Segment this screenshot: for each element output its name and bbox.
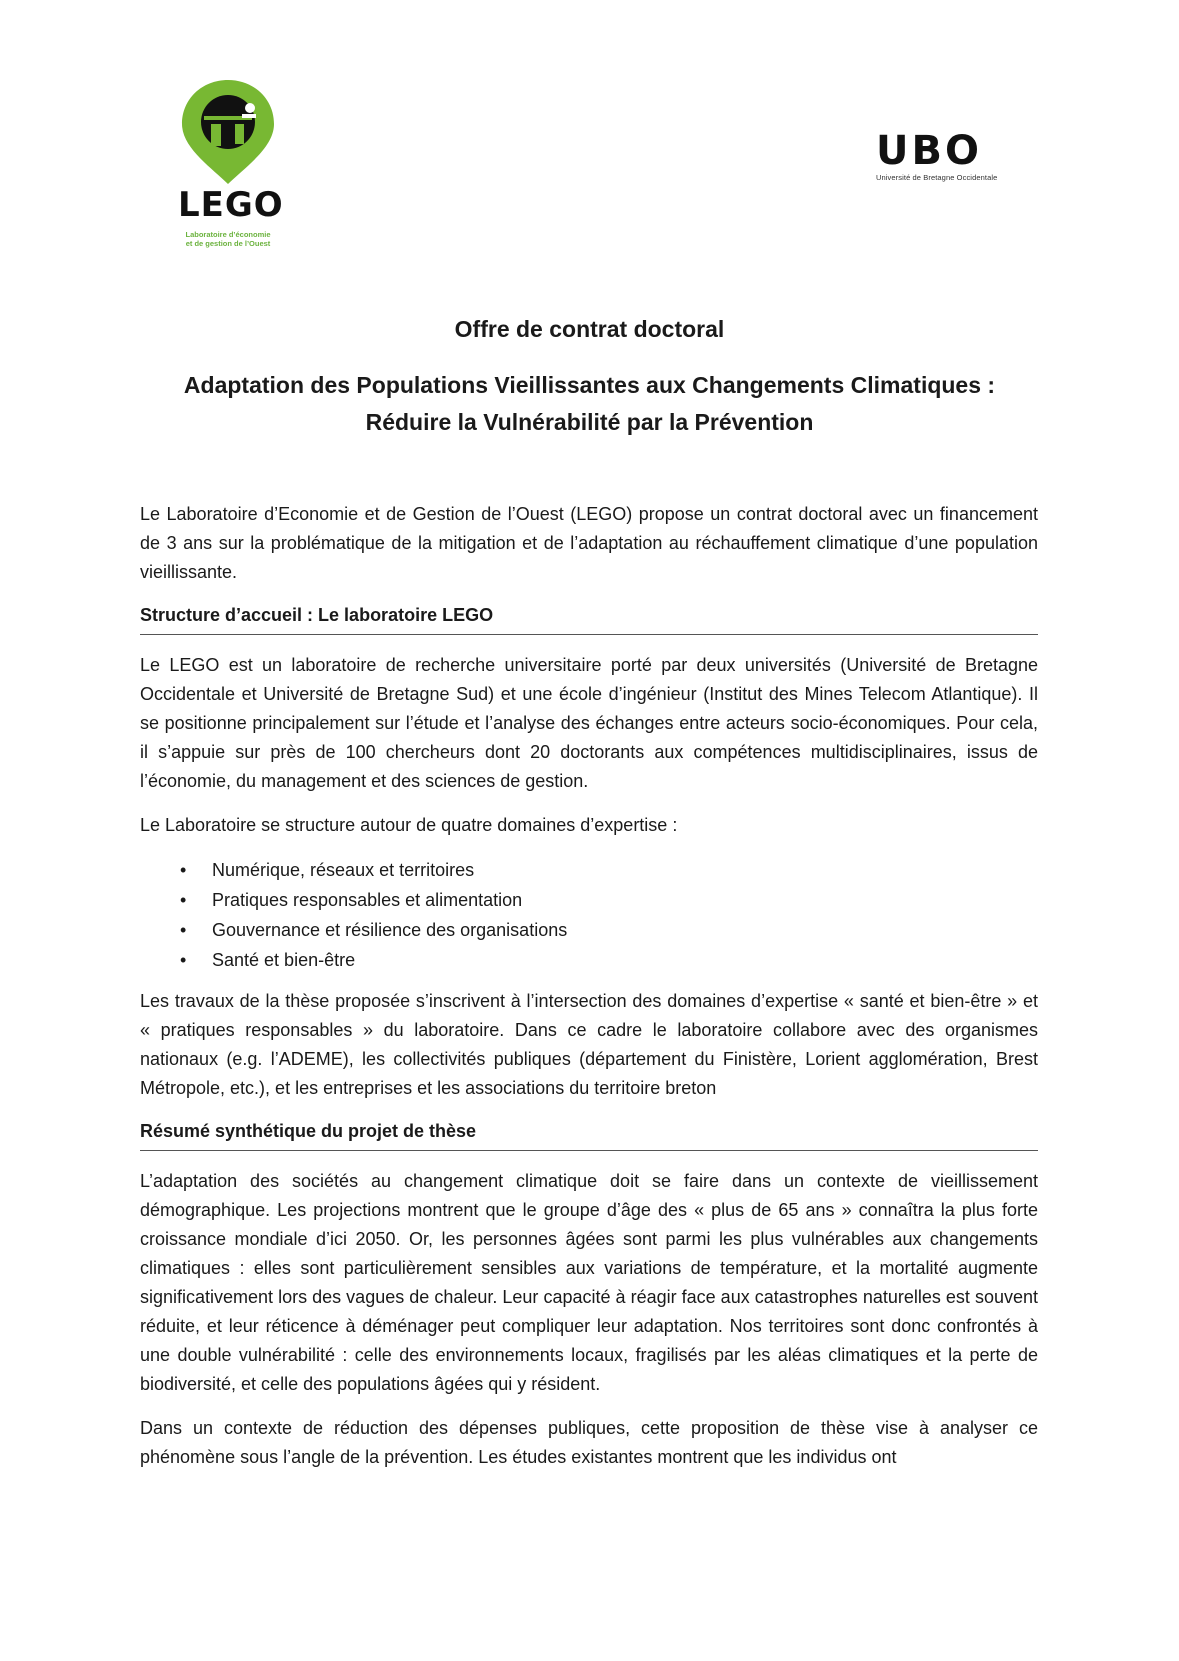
section-heading-summary: Résumé synthétique du projet de thèse (140, 1118, 1038, 1151)
list-item: • Pratiques responsables et alimentation (140, 885, 1038, 915)
structure-paragraph-3: Les travaux de la thèse proposée s’inscrivent à l’intersection des domaines d’expertise « santé et bien-être » et « pratiques responsables » du laboratoire. Dans ce cadre le laboratoire collabore avec des organismes nationaux (e.g. l’ADEME), les collectivités publiques (département du Finistère, Lorient agglomération, Brest Métropole, etc.), et les entreprises et les associations du territoire breton (140, 991, 1038, 1098)
section-heading-structure: Structure d’accueil : Le laboratoire LEGO (140, 602, 1038, 635)
document-body (140, 500, 1038, 1487)
subtitle-line-2: Réduire la Vulnérabilité par la Prévention (365, 409, 814, 435)
lego-subtitle-line1: Laboratoire d’économie (185, 230, 271, 239)
structure-paragraph-2: Le Laboratoire se structure autour de quatre domaines d’expertise : (140, 815, 678, 835)
lego-subtitle-line2: et de gestion de l’Ouest (185, 239, 271, 248)
subtitle-line-1: Adaptation des Populations Vieillissantes aux Changements Climatiques : (183, 372, 996, 398)
ubo-wordmark: UBO (876, 128, 982, 174)
list-item: • Gouvernance et résilience des organisations (140, 915, 1038, 945)
document-subtitle (0, 367, 1179, 441)
list-item: • Numérique, réseaux et territoires (140, 855, 1038, 885)
summary-paragraph-1: L’adaptation des sociétés au changement climatique doit se faire dans un contexte de vieillissement démographique. Les projections montrent que le groupe d’âge des « plus de 65 ans » connaîtra la plus forte croissance mondiale d’ici 2050. Or, les personnes âgées sont parmi les plus vulnérables aux changements climatiques : elles sont particulièrement sensibles aux variations de température, et la mortalité augmente significativement lors des vagues de chaleur. Leur capacité à réagir face aux catastrophes naturelles est souvent réduite, et leur réticence à déménager peut compliquer leur adaptation. Nos territoires sont donc confrontés à une double vulnérabilité : celle des environnements locaux, fragilisés par les aléas climatiques et la perte de biodiversité, et celle des populations âgées qui y résident. (140, 1171, 1038, 1394)
expertise-list (140, 855, 1038, 975)
ubo-subtitle: Université de Bretagne Occidentale (876, 173, 998, 182)
summary-paragraph-2: Dans un contexte de réduction des dépenses publiques, cette proposition de thèse vise à analyser ce phénomène sous l’angle de la prévention. Les études existantes montrent que les individus ont (140, 1418, 1038, 1467)
structure-paragraph-1: Le LEGO est un laboratoire de recherche universitaire porté par deux universités (Université de Bretagne Occidentale et Université de Bretagne Sud) et une école d’ingénieur (Institut des Mines Telecom Atlantique). Il se positionne principalement sur l’étude et l’analyse des échanges entre acteurs socio-économiques. Pour cela, il s’appuie sur près de 100 chercheurs dont 20 doctorants aux compétences multidisciplinaires, issus de l’économie, du management et des sciences de gestion. (140, 655, 1038, 791)
ubo-logo (876, 128, 1016, 191)
lego-pin-icon (178, 78, 278, 186)
list-item: • Santé et bien-être (140, 945, 1038, 975)
intro-paragraph: Le Laboratoire d’Economie et de Gestion de l’Ouest (LEGO) propose un contrat doctoral avec un financement de 3 ans sur la problématique de la mitigation et de l’adaptation au réchauffement climatique d’une population vieillissante. (140, 504, 1038, 582)
lego-logo (178, 78, 284, 253)
lego-wordmark: LEGO (178, 185, 284, 225)
document-title: Offre de contrat doctoral (454, 316, 725, 342)
lego-subtitle (172, 230, 284, 248)
